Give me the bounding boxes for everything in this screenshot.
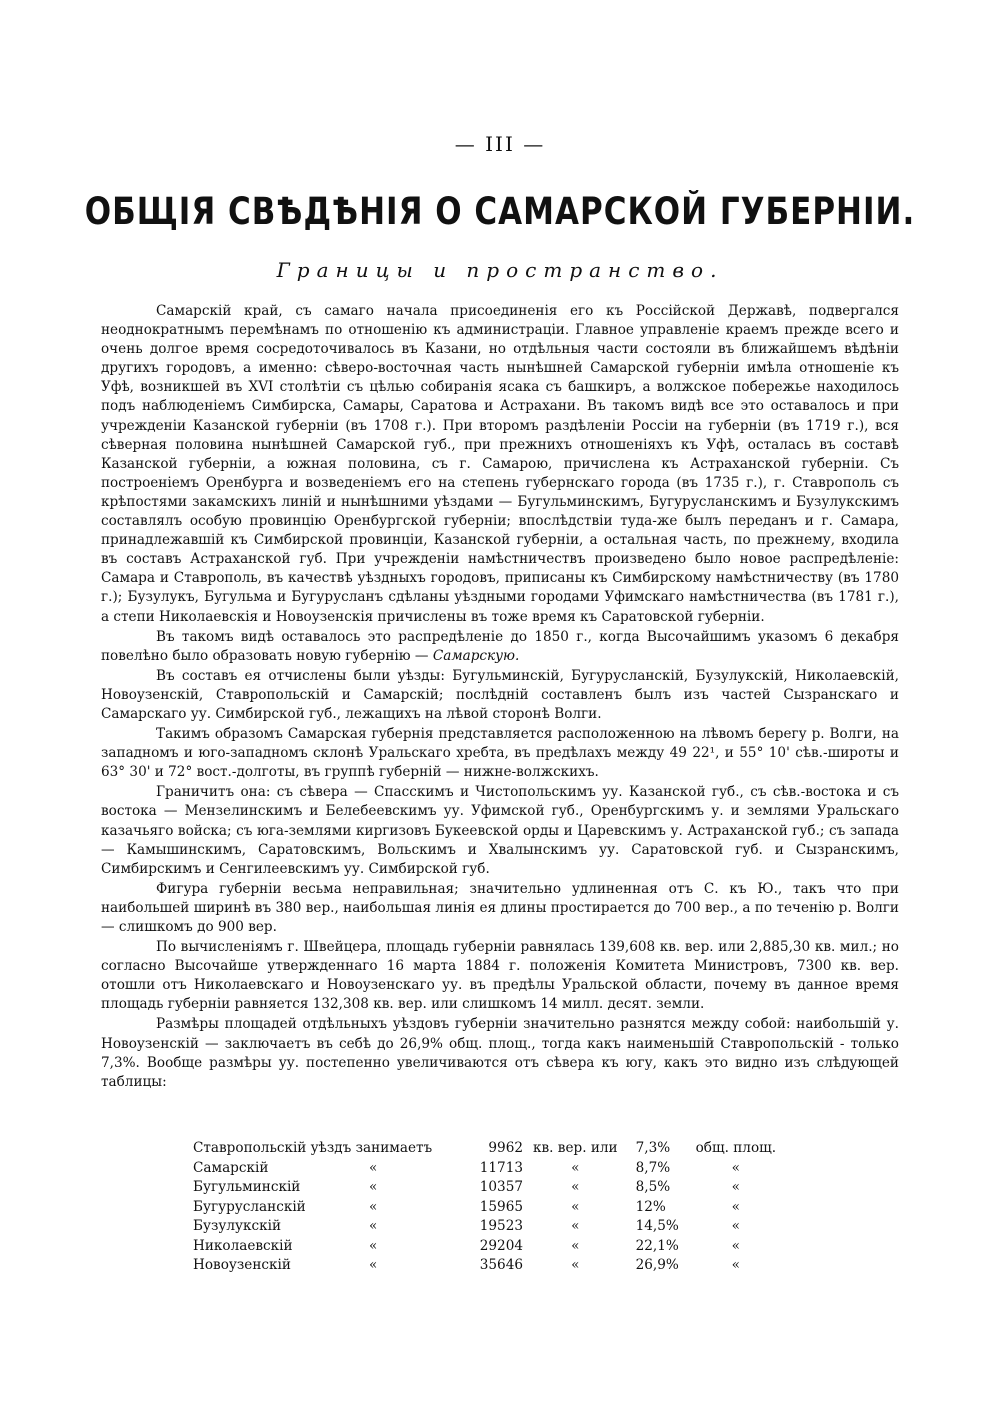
page-number: — III —: [454, 132, 546, 156]
table-row: Николаевскій « 29204 « 22,1% «: [193, 1237, 740, 1254]
table-row: Новоузенскій « 35646 « 26,9% «: [193, 1257, 740, 1273]
table-header-row: [193, 1139, 776, 1159]
table-cell-unit: кв. вер. или: [533, 1140, 618, 1156]
paragraph: Фигура губерніи весьма неправильная; значительно удлиненная отъ С. къ Ю., такъ что при наибольшей ширинѣ въ 380 вер., наибольшая линія ея длины простирается до 700 вер., а по теченію р. Волги — слишкомъ до 900 вер.: [101, 880, 899, 935]
section-subtitle: Границы и пространство.: [276, 258, 724, 282]
paragraph: Граничитъ она: съ сѣвера — Спасскимъ и Чистопольскимъ уу. Казанской губ., съ сѣв.-востока и съ востока — Мензелинскимъ и Белебеевскимъ уу. Уфимской губ., Оренбургскимъ у. и землями Уральскаго казачьяго войска; съ юга-землями киргизовъ Букеевской орды и Царевскимъ у. Астраханской губ.; съ запада — Камышинскимъ, Саратовскимъ, Вольскимъ и Хвалынскимъ уу. Саратовской губ. и Сызранскимъ, Симбирскимъ и Сенгилеевскимъ уу. Симбирской губ.: [101, 784, 899, 877]
table-row: Бугурусланскій « 15965 « 12% «: [193, 1198, 740, 1215]
page-title: ОБЩІЯ СВѢДѢНІЯ О САМАРСКОЙ ГУБЕРНІИ.: [84, 190, 916, 234]
table-cell-suffix: общ. площ.: [695, 1140, 777, 1156]
table-cell-area: 9962: [488, 1140, 523, 1156]
table-cell-percent: 7,3%: [635, 1140, 671, 1156]
table-row: Бузулукскій « 19523 « 14,5% «: [193, 1218, 740, 1234]
paragraph: Такимъ образомъ Самарская губернія представляется расположенною на лѣвомъ берегу р. Волги, на западномъ и юго-западномъ склонѣ Уральскаго хребта, въ предѣлахъ между 49 22¹, и 55° 10' сѣв.-широты и 63° 30' и 72° вост.-долготы, въ группѣ губерній — нижне-волжскихъ.: [101, 726, 899, 781]
emphasis-text: Самарскую.: [432, 647, 520, 664]
table-row: Бугульминскій « 10357 « 8,5% «: [193, 1179, 740, 1195]
paragraph: По вычисленіямъ г. Швейцера, площадь губерніи равнялась 139,608 кв. вер. или 2,885,30 кв. мил.; но согласно Высочайше утвержденнаго 16 марта 1884 г. положенія Комитета Министровъ, 7300 кв. вер. отошли отъ Николаевскаго и Новоузенскаго уу. въ предѣлы Уральской области, почему въ данное время площадь губерніи равняется 132,308 кв. вер. или слишкомъ 14 милл. десят. земли.: [101, 939, 899, 1013]
table-cell-name: Ставропольскій уѣздъ занимаетъ: [193, 1140, 433, 1156]
table-row: Самарскій « 11713 « 8,7% «: [193, 1159, 740, 1176]
body-text: [101, 302, 899, 1092]
paragraph: Самарскій край, съ самаго начала присоединенія его къ Россійской Державѣ, подвергался неоднократнымъ перемѣнамъ по отношенію къ администраціи. Главное управленіе краемъ прежде всего и очень долгое время сосредоточивалось въ Казани, но отдѣльныя части состояли въ ближайшемъ вѣдѣніи другихъ городовъ, а именно: сѣверо-восточная часть нынѣшней Самарской губерніи имѣла отношеніе къ Уфѣ, возникшей въ XVI столѣтіи съ цѣлью собиранія ясака съ башкиръ, а волжское побережье находилось подъ наблюденіемъ Симбирска, Самары, Саратова и Астрахани. Въ такомъ видѣ все это оставалось и при учрежденіи Казанской губерніи (въ 1708 г.). При второмъ раздѣленіи Россіи на губерніи (въ 1719 г.), вся сѣверная половина нынѣшней Самарской губ., при прежнихъ отношеніяхъ къ Уфѣ, осталась въ составѣ Казанской губерніи, а южная половина, съ г. Самарою, причислена къ Астраханской губерніи. Съ построеніемъ Оренбурга и возведеніемъ его на степень губернскаго города (въ 1735 г.), г. Ставрополь съ крѣпостями закамскихъ линій и нынѣшними уѣздами — Бугульминскимъ, Бугурусланскимъ и Бузулукскимъ составлялъ особую провинцію Оренбургской губерніи; впослѣдствіи туда-же былъ переданъ и г. Самара, принадлежавшій къ Симбирской провинціи, Казанской губерніи, а остальная часть, по прежнему, входила въ составъ Астраханской губ. При учрежденіи намѣстничествъ произведено было новое распредѣленіе: Самара и Ставрополь, въ качествѣ уѣздныхъ городовъ, приписаны къ Симбирскому намѣстничеству (въ 1780 г.); Бузулукъ, Бугульма и Бугурусланъ сдѣланы уѣздными городами Уфимскаго намѣстничества (въ 1781 г.), а степи Николаевскія и Новоузенскія причислены въ тоже время къ Саратовской губерніи.: [101, 303, 899, 625]
district-area-table: [193, 1139, 813, 1276]
paragraph: Въ составъ ея отчислены были уѣзды: Бугульминскій, Бугурусланскій, Бузулукскій, Николаевскій, Новоузенскій, Ставропольскій и Самарскій; послѣдній составленъ былъ изъ частей Сызранскаго и Самарскаго уу. Симбирской губ., лежащихъ на лѣвой сторонѣ Волги.: [101, 667, 899, 722]
paragraph: Размѣры площадей отдѣльныхъ уѣздовъ губерніи значительно разнятся между собой: наибольшій у. Новоузенскій — заключаетъ въ себѣ до 26,9% общ. площ., тогда какъ наименьшій Ставропольскій - только 7,3%. Вообще размѣры уу. постепенно увеличиваются отъ сѣвера къ югу, какъ это видно изъ слѣдующей таблицы:: [101, 1016, 899, 1090]
paragraph: Въ такомъ видѣ оставалось это распредѣленіе до 1850 г., когда Высочайшимъ указомъ 6 декабря повелѣно было образовать новую губернію — Самарскую.: [101, 628, 899, 664]
